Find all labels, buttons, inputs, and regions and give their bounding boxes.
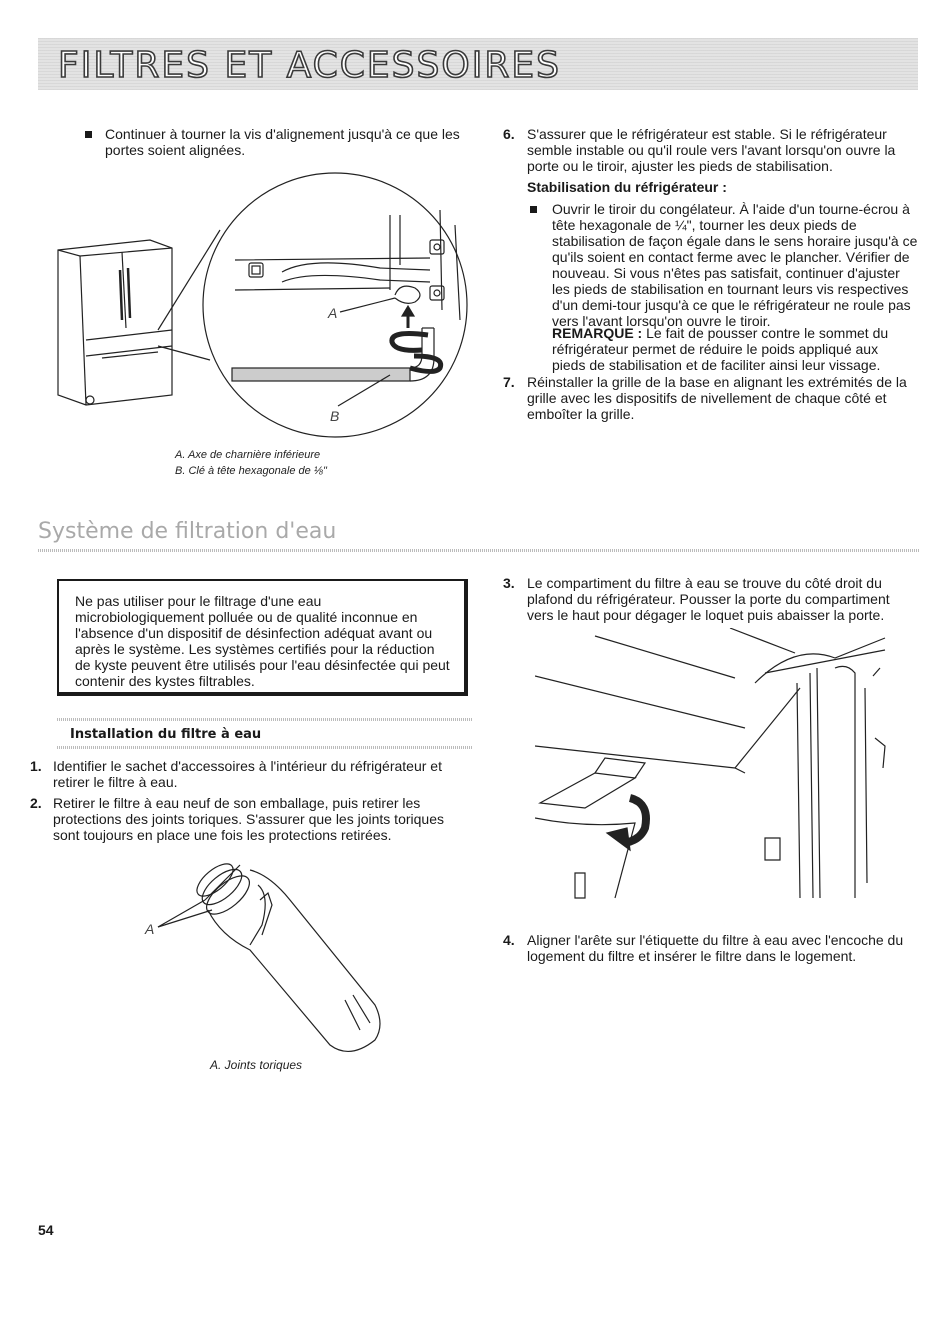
stabilization-bullet-text: Ouvrir le tiroir du congélateur. À l'aide d'un tourne-écrou à tête hexagonale de ¼", tourner les deux pieds de stabilisation de façon égale dans le sens horaire jusqu'à ce qu'ils soient en contact ferme avec le plancher. Vérifier de nouveau. Si vous n'êtes pas satisfait, continuer d'ajuster les pieds de stabilisation en tournant leurs vis respectives d'un demi-tour jusqu'à ce que le réfrigérateur ne roule pas vers l'avant lorsqu'on ouvre le tiroir. (552, 201, 918, 329)
step-number: 4. (503, 932, 515, 948)
figure-caption-a: A. Axe de charnière inférieure (175, 449, 321, 461)
hinge-adjustment-figure (50, 170, 480, 440)
step-3-text: Le compartiment du filtre à eau se trouve du côté droit du plafond du réfrigérateur. Pousser la porte du compartiment vers le haut pour dégager le loquet puis abaisser la porte. (527, 575, 890, 623)
step-4-text: Aligner l'arête sur l'étiquette du filtre à eau avec l'encoche du logement du filtre et insérer le filtre dans le logement. (527, 932, 904, 964)
section-title: Système de filtration d'eau (38, 519, 337, 544)
step-number: 2. (30, 795, 42, 811)
filter-compartment-figure (535, 628, 890, 903)
filter-caption: A. Joints toriques (210, 1058, 303, 1072)
note-paragraph (552, 325, 914, 373)
stabilization-subheading: Stabilisation du réfrigérateur : (527, 179, 727, 195)
figure-label-a: A (328, 305, 338, 321)
step-6-text: S'assurer que le réfrigérateur est stable. Si le réfrigérateur semble instable ou qu'il roule vers l'avant lorsqu'on ouvre la porte ou le tiroir, ajuster les pieds de stabilisation. (527, 126, 896, 174)
water-filter-figure (150, 855, 410, 1060)
alignment-bullet-text: Continuer à tourner la vis d'alignement jusqu'à ce que les portes soient alignées. (105, 126, 460, 158)
step-number: 1. (30, 758, 42, 774)
step-number: 6. (503, 126, 515, 142)
page-number: 54 (38, 1222, 54, 1238)
step-2-text: Retirer le filtre à eau neuf de son emballage, puis retirer les protections des joints toriques. S'assurer que les joints toriques sont toujours en place une fois les protections retirées. (53, 795, 444, 843)
subsection-divider-top (57, 718, 472, 721)
note-text: Le fait de pousser contre le sommet du réfrigérateur permet de réduire le poids appliqué aux pieds de stabilisation et de faciliter ainsi leur vissage. (552, 325, 889, 373)
filter-label-a: A (145, 921, 155, 937)
bullet-marker (85, 131, 92, 138)
page-title: FILTRES ET ACCESSOIRES (58, 45, 561, 86)
figure-label-b: B (330, 408, 340, 424)
step-1-text: Identifier le sachet d'accessoires à l'intérieur du réfrigérateur et retirer le filtre à eau. (53, 758, 442, 790)
section-divider (38, 549, 920, 552)
step-number: 7. (503, 374, 515, 390)
step-7-text: Réinstaller la grille de la base en alignant les extrémités de la grille avec les dispositifs de nivellement de chaque côté et emboîter la grille. (527, 374, 907, 422)
note-label: REMARQUE : (552, 325, 643, 341)
bullet-marker (530, 206, 537, 213)
warning-text: Ne pas utiliser pour le filtrage d'une eau microbiologiquement polluée ou de qualité inconnue en l'absence d'un dispositif de désinfection adéquat avant ou après le système. Les systèmes certifiés pour la réduction de kyste peuvent être utilisés pour l'eau désinfectée qui peut contenir des kystes filtrables. (75, 593, 450, 689)
figure-caption-b: B. Clé à tête hexagonale de ⅛" (175, 465, 327, 477)
subsection-title: Installation du filtre à eau (70, 727, 262, 742)
subsection-divider-bottom (57, 746, 472, 749)
step-number: 3. (503, 575, 515, 591)
